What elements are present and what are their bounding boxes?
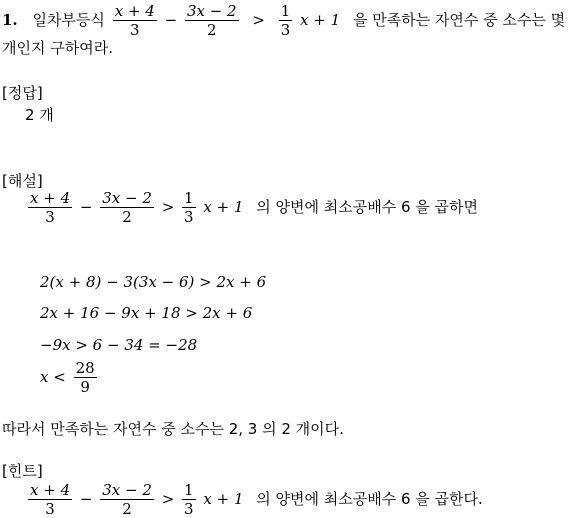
fraction-numerator: 3x − 2 xyxy=(186,2,237,20)
hint-fraction-1 xyxy=(28,482,72,517)
explanation-inequality-tail: x + 1 xyxy=(203,198,244,216)
question-fraction-3 xyxy=(279,3,293,38)
hint-text: 의 양변에 최소공배수 6 을 곱한다. xyxy=(256,490,483,508)
fraction-numerator: 1 xyxy=(184,481,194,499)
fraction-denominator: 2 xyxy=(122,500,132,518)
fraction-denominator: 9 xyxy=(80,378,90,396)
fraction-denominator: 3 xyxy=(184,500,194,518)
explanation-fraction-3 xyxy=(182,190,196,225)
answer-value: 2 개 xyxy=(25,106,54,124)
question-prefix: 일차부등식 xyxy=(32,11,105,29)
fraction-numerator: x + 4 xyxy=(30,481,71,499)
explanation-label: [해설] xyxy=(2,172,43,190)
fraction-denominator: 3 xyxy=(184,208,194,226)
hint-fraction-3 xyxy=(182,482,196,517)
step-4-fraction xyxy=(74,360,97,395)
hint-label: [힌트] xyxy=(2,462,43,480)
explanation-fraction-1 xyxy=(28,190,72,225)
minus-sign: − xyxy=(164,11,178,29)
explanation-fraction-2 xyxy=(100,190,154,225)
fraction-numerator: x + 4 xyxy=(30,189,71,207)
question-line-1 xyxy=(2,3,565,38)
fraction-numerator: 3x − 2 xyxy=(102,481,152,499)
question-fraction-2 xyxy=(185,3,239,38)
fraction-denominator: 2 xyxy=(206,21,217,39)
explanation-inequality-text: 의 양변에 최소공배수 6 을 곱하면 xyxy=(256,198,479,216)
minus-sign: − xyxy=(79,198,93,216)
explanation-step-1: 2(x + 8) − 3(3x − 6) > 2x + 6 xyxy=(40,273,267,291)
question-fraction-1 xyxy=(113,3,157,38)
question-line-2 xyxy=(2,39,113,57)
question-text-line-2: 개인지 구하여라. xyxy=(2,39,113,57)
fraction-numerator: 28 xyxy=(75,359,95,377)
fraction-denominator: 2 xyxy=(122,208,132,226)
hint-inequality-tail: x + 1 xyxy=(203,490,244,508)
explanation-step-3: −9x > 6 − 34 = −28 xyxy=(40,336,198,354)
fraction-denominator: 3 xyxy=(129,21,140,39)
greater-than-sign: > xyxy=(161,490,175,508)
hint-inequality xyxy=(25,482,483,517)
explanation-step-2: 2x + 16 − 9x + 18 > 2x + 6 xyxy=(40,304,253,322)
fraction-numerator: 3x − 2 xyxy=(102,189,152,207)
fraction-denominator: 3 xyxy=(280,21,291,39)
explanation-conclusion: 따라서 만족하는 자연수 중 소수는 2, 3 의 2 개이다. xyxy=(2,420,344,438)
step-4-lhs: x < xyxy=(40,368,66,386)
fraction-numerator: 1 xyxy=(280,2,291,20)
answer-label: [정답] xyxy=(2,84,43,102)
minus-sign: − xyxy=(79,490,93,508)
explanation-step-4 xyxy=(40,360,100,395)
fraction-numerator: 1 xyxy=(184,189,194,207)
greater-than-sign: > xyxy=(161,198,175,216)
greater-than-sign: > xyxy=(252,11,265,29)
explanation-inequality xyxy=(25,190,478,225)
fraction-denominator: 3 xyxy=(45,208,55,226)
question-text: 을 만족하는 자연수 중 소수는 몇 xyxy=(352,11,566,29)
fraction-numerator: x + 4 xyxy=(114,2,155,20)
hint-fraction-2 xyxy=(100,482,154,517)
fraction-denominator: 3 xyxy=(45,500,55,518)
question-number: 1. xyxy=(2,11,18,29)
question-rhs-tail: x + 1 xyxy=(300,11,341,29)
